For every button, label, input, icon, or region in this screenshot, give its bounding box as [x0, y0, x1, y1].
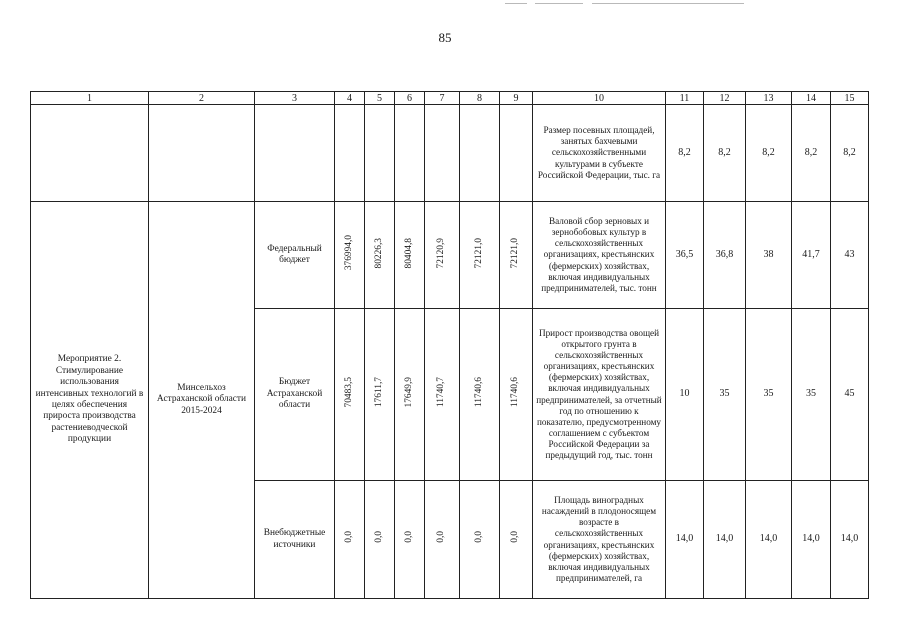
target-value: 36,8: [704, 202, 746, 309]
col-header: 8: [460, 92, 500, 105]
target-value: 10: [666, 309, 704, 481]
funding-cell: [500, 202, 533, 309]
target-value: 38: [746, 202, 792, 309]
funding-value: 72121,0: [473, 237, 484, 268]
funding-cell: [365, 481, 395, 599]
funding-value: 0,0: [510, 531, 521, 544]
table-cell: [365, 105, 395, 202]
page-number: 85: [438, 30, 452, 45]
table-cell: [395, 105, 425, 202]
col-header: 2: [149, 92, 255, 105]
table-cell: [425, 105, 460, 202]
target-value: 8,2: [746, 105, 792, 202]
funding-source: Федеральный бюджет: [255, 202, 335, 309]
col-header: 6: [395, 92, 425, 105]
target-value: 14,0: [792, 481, 831, 599]
funding-cell: [425, 309, 460, 481]
funding-cell: [425, 481, 460, 599]
table-cell: [460, 105, 500, 202]
target-value: 43: [831, 202, 869, 309]
col-header: 12: [704, 92, 746, 105]
scan-mark: [592, 3, 744, 4]
funding-source: Бюджет Астраханской области: [255, 309, 335, 481]
target-value: 35: [792, 309, 831, 481]
target-value: 14,0: [746, 481, 792, 599]
funding-value: 0,0: [473, 531, 484, 544]
target-value: 14,0: [704, 481, 746, 599]
funding-cell: [335, 202, 365, 309]
target-value: 8,2: [704, 105, 746, 202]
program-table: [30, 91, 869, 599]
target-value: 8,2: [792, 105, 831, 202]
header-row: [31, 92, 869, 105]
funding-value: 17611,7: [373, 377, 384, 408]
table-row: [31, 202, 869, 309]
table-cell: [255, 105, 335, 202]
funding-cell: [395, 309, 425, 481]
target-value: 35: [746, 309, 792, 481]
funding-cell: [500, 481, 533, 599]
col-header: 14: [792, 92, 831, 105]
col-header: 10: [533, 92, 666, 105]
funding-value: 72121,0: [510, 237, 521, 268]
funding-value: 0,0: [403, 531, 414, 544]
funding-cell: [335, 309, 365, 481]
funding-cell: [335, 481, 365, 599]
funding-cell: [460, 309, 500, 481]
funding-value: 70483,5: [343, 377, 354, 408]
executor-cell: Минсельхоз Астраханской области 2015-2024: [149, 202, 255, 599]
funding-cell: [460, 202, 500, 309]
funding-value: 0,0: [373, 531, 384, 544]
funding-cell: [425, 202, 460, 309]
target-value: 14,0: [666, 481, 704, 599]
table-cell: [500, 105, 533, 202]
col-header: 3: [255, 92, 335, 105]
funding-value: 11740,7: [436, 377, 447, 408]
funding-value: 11740,6: [473, 377, 484, 408]
funding-cell: [365, 202, 395, 309]
col-header: 5: [365, 92, 395, 105]
col-header: 13: [746, 92, 792, 105]
target-value: 41,7: [792, 202, 831, 309]
funding-value: 72120,9: [436, 237, 447, 268]
funding-value: 80404,8: [403, 237, 414, 268]
funding-value: 11740,6: [510, 377, 521, 408]
col-header: 4: [335, 92, 365, 105]
funding-source: Внебюджетные источники: [255, 481, 335, 599]
indicator-cell: Размер посевных площадей, занятых бахчевыми сельскохозяйственными культурами в субъекте Российской Федерации, тыс. га: [533, 105, 666, 202]
col-header: 1: [31, 92, 149, 105]
funding-cell: [395, 481, 425, 599]
target-value: 35: [704, 309, 746, 481]
col-header: 9: [500, 92, 533, 105]
funding-value: 17649,9: [403, 377, 414, 408]
table-cell: [31, 105, 149, 202]
funding-cell: [365, 309, 395, 481]
col-header: 15: [831, 92, 869, 105]
funding-cell: [460, 481, 500, 599]
table-cell: [149, 105, 255, 202]
col-header: 11: [666, 92, 704, 105]
target-value: 45: [831, 309, 869, 481]
funding-cell: [500, 309, 533, 481]
funding-value: 80226,3: [373, 237, 384, 268]
scan-mark: [505, 3, 527, 4]
indicator-cell: Валовой сбор зерновых и зернобобовых культур в сельскохозяйственных организациях, крестьянских (фермерских) хозяйствах, включая индивидуальных предпринимателей, тыс. тонн: [533, 202, 666, 309]
funding-cell: [395, 202, 425, 309]
funding-value: 0,0: [343, 531, 354, 544]
table-cell: [335, 105, 365, 202]
indicator-cell: Площадь виноградных насаждений в плодоносящем возрасте в сельскохозяйственных организациях, крестьянских (фермерских) хозяйствах, включая индивидуальных предпринимателей, га: [533, 481, 666, 599]
target-value: 36,5: [666, 202, 704, 309]
indicator-cell: Прирост производства овощей открытого грунта в сельскохозяйственных организациях, крестьянских (фермерских) хозяйствах, включая индивидуальных предпринимателей, за отчетный год по отношению к показателю, предусмотренному соглашением с субъектом Российской Федерации за предыдущий год, тыс. тонн: [533, 309, 666, 481]
funding-value: 376994,0: [343, 235, 354, 271]
table-row: [31, 105, 869, 202]
target-value: 8,2: [666, 105, 704, 202]
funding-value: 0,0: [436, 531, 447, 544]
target-value: 8,2: [831, 105, 869, 202]
scan-mark: [535, 3, 583, 4]
col-header: 7: [425, 92, 460, 105]
event-cell: Мероприятие 2. Стимулирование использования интенсивных технологий в целях обеспечения прироста производства растениеводческой продукции: [31, 202, 149, 599]
target-value: 14,0: [831, 481, 869, 599]
